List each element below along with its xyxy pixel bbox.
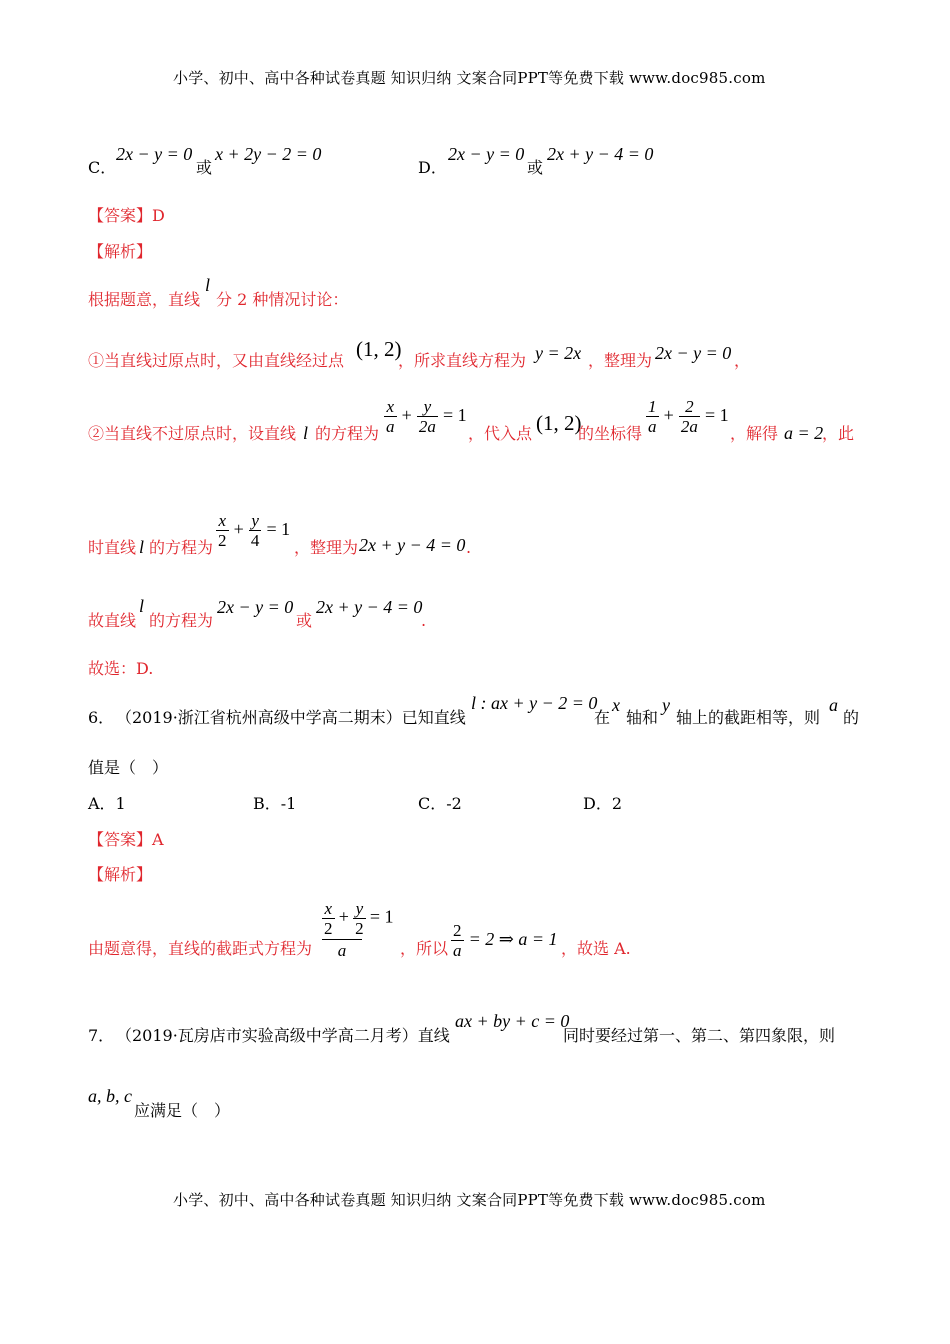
- q6-solution-text-c: ，故选 A.: [561, 939, 631, 958]
- q6-var-x: x: [612, 695, 620, 715]
- q5-s2-text-d: ，: [734, 351, 751, 370]
- q6-analysis-title: 【解析】: [88, 865, 153, 884]
- q5-s2-eq2: 2x − y = 0: [655, 343, 732, 363]
- q5-s5-text: 故直线: [88, 611, 137, 630]
- q6-solution-result: $\frac{2}{a}$ = 2 ⇒ a = 1: [453, 921, 558, 960]
- q5-s4-text-b: 的方程为: [149, 538, 214, 557]
- q5-s5-text-b: 的方程为: [149, 611, 214, 630]
- q5-s5-var-l: l: [139, 596, 145, 616]
- q7-stem-rest: 同时要经过第一、第二、第四象限，则: [563, 1026, 836, 1045]
- q5-s3-text-e: ，解得: [730, 424, 779, 443]
- q5-s5-eq1: 2x − y = 0: [217, 597, 294, 617]
- q5-s4-text: 时直线: [88, 538, 137, 557]
- q6-solution-text-b: ，所以: [400, 939, 449, 958]
- q5-s5-eq2: 2x + y − 4 = 0: [316, 597, 423, 617]
- q5-s3-text-d: 的坐标得: [578, 424, 643, 443]
- q6-solution-text: 由题意得，直线的截距式方程为: [88, 939, 313, 958]
- option-d-eq2: 2x + y − 4 = 0: [547, 144, 654, 164]
- q5-s3-substitution: $\frac{1}{a}$ + $\frac{2}{2a}$ = 1: [648, 397, 729, 436]
- q5-s3-text: ②当直线不过原点时，设直线: [88, 424, 297, 443]
- fraction: $\frac{x}{a}$: [386, 397, 395, 436]
- q5-analysis-title: 【解析】: [88, 242, 153, 261]
- option-d-label: D．: [418, 158, 447, 177]
- q6-text-de: 的: [843, 708, 860, 727]
- fraction: $\frac{2}{a}$: [453, 921, 462, 960]
- q5-s2-text: ①当直线过原点时，又由直线经过点: [88, 351, 345, 370]
- q6-stem: （2019·浙江省杭州高级中学高二期末）已知直线: [116, 708, 466, 727]
- option-c-or: 或: [196, 158, 213, 177]
- q5-s2-text-b: ，所求直线方程为: [398, 351, 527, 370]
- q5-s1-var-l: l: [205, 275, 211, 295]
- fraction: $\frac{2}{2a}$: [680, 397, 698, 436]
- q5-s2-eq1: y = 2x: [535, 343, 582, 363]
- q5-s4-eq2: 2x + y − 4 = 0: [359, 535, 466, 555]
- q5-answer: 【答案】D: [88, 206, 165, 225]
- q6-option-d: D．2: [583, 794, 623, 813]
- q6-option-a: A．1: [88, 794, 126, 813]
- fraction: $\frac{1}{a}$: [648, 397, 657, 436]
- q5-s3-solution: a = 2: [784, 423, 824, 443]
- page-header: 小学、初中、高中各种试卷真题 知识归纳 文案合同PPT等免费下载 www.doc985.com: [173, 69, 766, 87]
- q6-intercept-equation: $\frac{x}{2}$ + $\frac{y}{2}$ = 1 a: [324, 899, 394, 960]
- q6-text-axis-and: 轴和: [626, 708, 659, 727]
- q5-s4-var-l: l: [139, 537, 145, 557]
- q6-text-rest: 轴上的截距相等，则: [676, 708, 821, 727]
- q6-number: 6．: [88, 708, 115, 727]
- fraction: $\frac{y}{4}$: [250, 511, 260, 550]
- option-d-eq1: 2x − y = 0: [448, 144, 525, 164]
- q5-s2-text-c: ，整理为: [588, 351, 653, 370]
- option-d-or: 或: [527, 158, 544, 177]
- q6-line-eq: l : ax + y − 2 = 0: [471, 693, 598, 713]
- fraction: $\frac{y}{2}$: [355, 899, 364, 938]
- q7-number: 7．: [88, 1026, 115, 1045]
- q5-s5-text-c: .: [421, 611, 427, 630]
- page-footer: 小学、初中、高中各种试卷真题 知识归纳 文案合同PPT等免费下载 www.doc985.com: [173, 1191, 766, 1209]
- option-c-eq2: x + 2y − 2 = 0: [215, 144, 322, 164]
- q7-line-eq: ax + by + c = 0: [455, 1011, 570, 1031]
- q5-s3-text-b: 的方程为: [315, 424, 380, 443]
- fraction: $\frac{x}{2}$: [324, 899, 333, 938]
- q5-s5-or: 或: [296, 611, 313, 630]
- q6-text-in: 在: [594, 708, 611, 727]
- q5-s2-point: (1, 2): [356, 337, 402, 361]
- q5-s3-var-l: l: [303, 423, 309, 443]
- q6-option-c: C．-2: [418, 794, 462, 813]
- q5-s1-text: 根据题意，直线: [88, 290, 201, 309]
- q5-s3-equation: $\frac{x}{a}$ + $\frac{y}{2a}$ = 1: [386, 397, 467, 436]
- fraction-denominator: a: [322, 939, 362, 959]
- q5-s1-text-b: 分 2 种情况讨论：: [216, 290, 349, 309]
- q5-s3-text-c: ，代入点: [468, 424, 533, 443]
- q6-option-b: B．-1: [253, 794, 297, 813]
- q7-stem-line2: 应满足（ ）: [134, 1101, 231, 1120]
- q5-s3-point: (1, 2): [536, 411, 582, 435]
- fraction: $\frac{x}{2}$: [218, 511, 227, 550]
- q6-answer: 【答案】A: [88, 830, 164, 849]
- q5-s3-text-f: ，此: [822, 424, 855, 443]
- q5-s4-equation: $\frac{x}{2}$ + $\frac{y}{4}$ = 1: [218, 511, 291, 550]
- option-c-label: C．: [88, 158, 117, 177]
- q6-var-y: y: [662, 695, 670, 715]
- q6-var-a: a: [829, 695, 838, 715]
- q5-conclusion: 故选：D.: [88, 659, 154, 678]
- fraction: $\frac{y}{2a}$: [418, 397, 436, 436]
- q7-vars: a, b, c: [88, 1086, 132, 1106]
- q6-stem-line2: 值是（ ）: [88, 758, 169, 777]
- option-c-eq1: 2x − y = 0: [116, 144, 193, 164]
- q5-s4-text-c: ，整理为: [294, 538, 359, 557]
- q5-s4-text-d: .: [466, 538, 472, 557]
- q7-stem: （2019·瓦房店市实验高级中学高二月考）直线: [116, 1026, 450, 1045]
